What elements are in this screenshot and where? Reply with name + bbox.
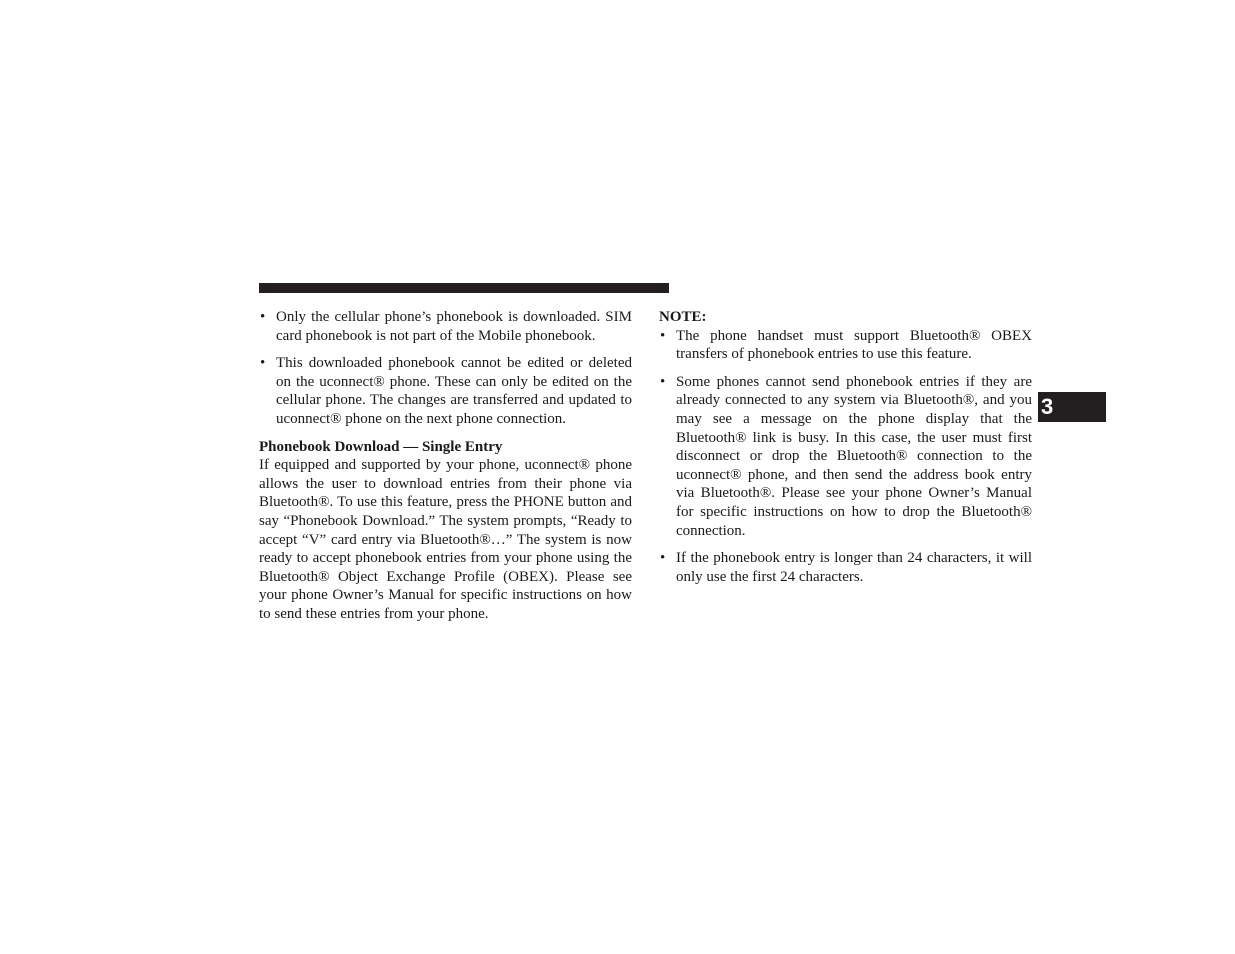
header-rule <box>259 283 669 293</box>
bullet-item: • This downloaded phonebook cannot be edited or deleted on the uconnect® phone. These can only be edited on the cellular phone. The changes are transferred and updated to uconnect® phone on the next phone connection. <box>259 354 632 428</box>
bullet-item: • The phone handset must support Bluetooth® OBEX transfers of phonebook entries to use this feature. <box>659 327 1032 364</box>
left-bullet-list <box>259 308 632 429</box>
bullet-item: • Only the cellular phone’s phonebook is downloaded. SIM card phonebook is not part of the Mobile phonebook. <box>259 308 632 345</box>
right-column <box>659 308 1032 595</box>
bullet-item: • Some phones cannot send phonebook entries if they are already connected to any system via Bluetooth®, and you may see a message on the phone display that the Bluetooth® link is busy. In this case, the user must first disconnect or drop the Bluetooth® connection to the uconnect® phone, and then send the address book entry via Bluetooth®. Please see your phone Owner’s Manual for specific instructions on how to drop the Bluetooth® connection. <box>659 373 1032 540</box>
body-paragraph: If equipped and supported by your phone, uconnect® phone allows the user to download entries from their phone via Bluetooth®. To use this feature, press the PHONE button and say “Phonebook Download.” The system prompts, “Ready to accept “V” card entry via Bluetooth®…” The system is now ready to accept phonebook entries from your phone using the Bluetooth® Object Exchange Profile (OBEX). Please see your phone Owner’s Manual for specific instructions on how to send these entries from your phone. <box>259 457 632 622</box>
section-heading: Phonebook Download — Single Entry <box>259 438 503 455</box>
note-label: NOTE: <box>659 309 707 325</box>
chapter-tab: 3 <box>1038 392 1106 422</box>
note-bullet-list <box>659 327 1032 587</box>
bullet-item: • If the phonebook entry is longer than 24 characters, it will only use the first 24 characters. <box>659 549 1032 586</box>
left-column <box>259 308 632 624</box>
